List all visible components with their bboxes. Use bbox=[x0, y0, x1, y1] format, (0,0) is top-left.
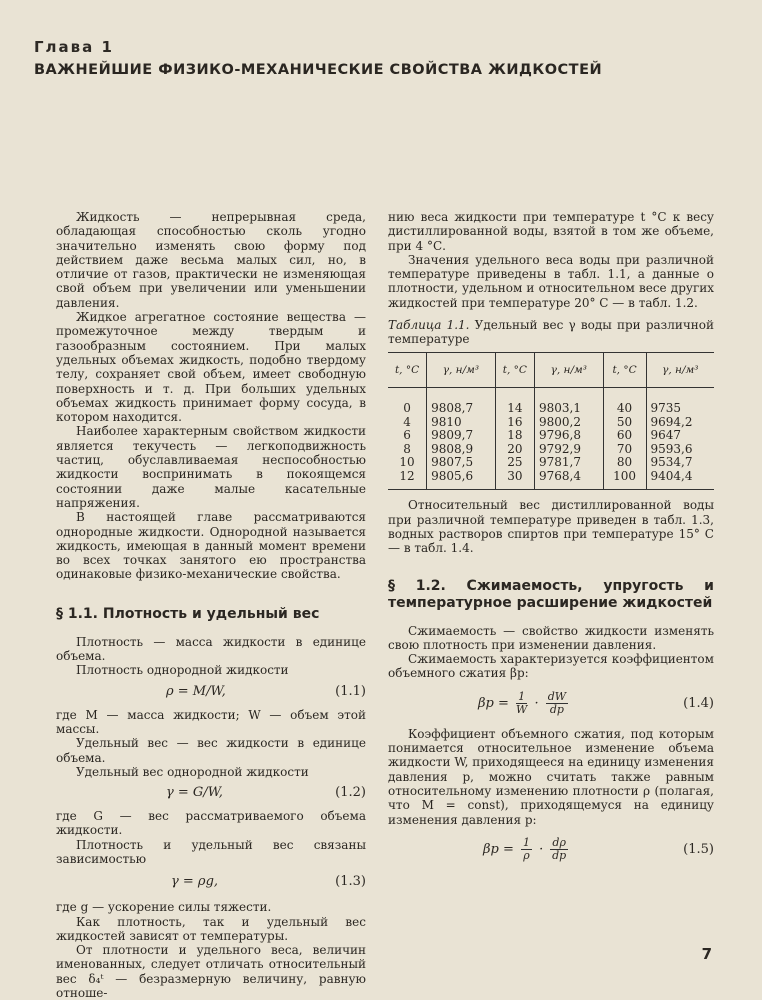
paragraph: Удельный вес — вес жидкости в единице объема. bbox=[56, 736, 366, 765]
equation-number: (1.4) bbox=[683, 695, 714, 711]
table-cell: 9735 bbox=[650, 401, 682, 416]
water-specific-weight-table bbox=[388, 352, 714, 490]
table-cell: 8 bbox=[388, 443, 427, 457]
table-cell: 9792,9 bbox=[534, 443, 603, 457]
table-cell: 14 bbox=[495, 388, 534, 416]
table-cell: 80 bbox=[603, 456, 646, 470]
fraction-denominator: ρ bbox=[523, 848, 530, 862]
equation-lhs: βp = bbox=[483, 841, 514, 857]
table-row bbox=[388, 443, 714, 457]
chapter-title: ВАЖНЕЙШИЕ ФИЗИКО-МЕХАНИЧЕСКИЕ СВОЙСТВА ЖИДКОСТЕЙ bbox=[34, 62, 603, 78]
paragraph: Наиболее характерным свойством жидкости является текучесть — легкоподвижность частиц, обуславливаемая неспособностью жидкости воспринимать в покоящемся состоянии даже малые касательные напряжения. bbox=[56, 424, 366, 510]
table-caption bbox=[388, 318, 714, 346]
table-cell: 9803,1 bbox=[534, 388, 603, 416]
paragraph: Сжимаемость — свойство жидкости изменять свою плотность при изменении давления. bbox=[388, 623, 714, 652]
equation-1-2 bbox=[56, 783, 366, 805]
table-caption-text: Удельный вес γ воды при различной температуре bbox=[388, 318, 714, 347]
page-number: 7 bbox=[701, 945, 712, 963]
equation-lhs: βp = bbox=[478, 695, 509, 711]
paragraph: Удельный вес однородной жидкости bbox=[76, 764, 309, 779]
fraction-denominator: dp bbox=[552, 848, 567, 862]
paragraph: Жидкость — непрерывная среда, обладающая способностью сколь угодно значительно изменять свою форму под действием даже весьма малых сил, но, в отличие от газов, практически не изменяющая свой объем при увеличении или уменьшении давления. bbox=[56, 210, 366, 310]
fraction-numerator: dW bbox=[547, 689, 567, 703]
fraction bbox=[546, 691, 568, 716]
table-cell: 9534,7 bbox=[650, 455, 693, 470]
equation-number: (1.1) bbox=[335, 683, 366, 699]
table-cell: 12 bbox=[388, 470, 427, 490]
fraction-denominator: dp bbox=[549, 702, 564, 716]
table-cell: 9808,9 bbox=[427, 443, 496, 457]
table-cell: 10 bbox=[388, 456, 427, 470]
table-cell: 9809,7 bbox=[427, 429, 496, 443]
equation-1-4 bbox=[388, 687, 714, 721]
fraction bbox=[550, 837, 568, 862]
table-cell: 40 bbox=[603, 388, 646, 416]
table-row bbox=[388, 416, 714, 430]
table-cell: 9807,5 bbox=[427, 456, 496, 470]
chapter-label: Глава 1 bbox=[34, 38, 114, 56]
paragraph: нию веса жидкости при температуре t °С к весу дистиллированной воды, взятой в том же объеме, при 4 °С. bbox=[388, 210, 714, 253]
paragraph: Коэффициент объемного сжатия, под которым понимается относительное изменение объема жидкости W, приходящееся на единицу изменения давления p, можно считать также равным относительному изменению плотности ρ (полагая, что M = const), приходящемуся на единицу изменения давления p: bbox=[388, 726, 714, 827]
fraction bbox=[516, 691, 527, 716]
fraction-numerator: dρ bbox=[552, 835, 566, 849]
paragraph: Относительный вес дистиллированной воды при различной температуре приведен в табл. 1.3, водных растворов спиртов при температуре 15° С — в табл. 1.4. bbox=[388, 498, 714, 556]
equation-body: ρ = M/W, bbox=[166, 683, 226, 699]
equation-number: (1.2) bbox=[335, 785, 366, 801]
fraction-numerator: 1 bbox=[523, 835, 531, 849]
equation-1-5 bbox=[388, 833, 714, 867]
table-cell: 9768,4 bbox=[534, 470, 603, 490]
table-cell: 9796,8 bbox=[534, 429, 603, 443]
table-row bbox=[388, 429, 714, 443]
table-cell: 9808,7 bbox=[427, 388, 496, 416]
table-cell: 0 bbox=[388, 388, 427, 416]
equation-1-3 bbox=[56, 872, 366, 894]
paragraph: где G — вес рассматриваемого объема жидкости. bbox=[56, 809, 366, 838]
equation-body: βp = $\frac{1}{\rho}$ · $\frac{d\rho}{dp}$ bbox=[483, 835, 567, 862]
table-cell: 6 bbox=[388, 429, 427, 443]
table-cell: 9694,2 bbox=[650, 414, 693, 429]
table-cell: 16 bbox=[495, 416, 534, 430]
table-cell: 9593,6 bbox=[650, 441, 693, 456]
equation-number: (1.5) bbox=[683, 841, 714, 857]
table-cell: 70 bbox=[603, 443, 646, 457]
table-cell: 9781,7 bbox=[534, 456, 603, 470]
table-row bbox=[388, 388, 714, 416]
right-column bbox=[388, 210, 714, 873]
left-column bbox=[56, 210, 366, 1000]
paragraph: Значения удельного веса воды при различной температуре приведены в табл. 1.1, а данные о плотности, удельном и относительном весе других жидкостей при температуре 20° С — в табл. 1.2. bbox=[388, 252, 714, 310]
fraction-denominator: W bbox=[516, 702, 528, 716]
table-header: t, °C bbox=[603, 353, 646, 388]
section-heading: § 1.2. Сжимаемость, упругость и температурное расширение жидкостей bbox=[388, 577, 714, 611]
table-cell: 9800,2 bbox=[534, 416, 603, 430]
table-cell: 9647 bbox=[650, 428, 682, 443]
table-header: γ, н/м³ bbox=[646, 353, 714, 388]
paragraph: Как плотность, так и удельный вес жидкостей зависят от температуры. bbox=[56, 914, 366, 943]
table-cell: 20 bbox=[495, 443, 534, 457]
table-cell: 50 bbox=[603, 416, 646, 430]
table-cell: 30 bbox=[495, 470, 534, 490]
equation-body: γ = ρg, bbox=[171, 874, 219, 890]
equation-body: γ = G/W, bbox=[166, 785, 223, 801]
paragraph: Плотность — масса жидкости в единице объема. bbox=[56, 634, 366, 664]
equation-number: (1.3) bbox=[335, 874, 366, 890]
table-cell: 25 bbox=[495, 456, 534, 470]
paragraph: где M — масса жидкости; W — объем этой массы. bbox=[56, 707, 366, 736]
table-header: t, °C bbox=[495, 353, 534, 388]
paragraph: От плотности и удельного веса, величин именованных, следует отличать относительный вес δ₄ᵗ — безразмерную величину, равную отноше- bbox=[56, 943, 366, 1000]
table-row bbox=[388, 456, 714, 470]
equation-body: βp = $\frac{1}{W}$ · $\frac{dW}{dp}$ bbox=[478, 689, 567, 716]
table-cell: 4 bbox=[388, 416, 427, 430]
paragraph: Плотность и удельный вес связаны зависимостью bbox=[56, 837, 366, 866]
table-cell: 100 bbox=[603, 470, 646, 490]
table-cell: 9805,6 bbox=[427, 470, 496, 490]
paragraph: Жидкое агрегатное состояние вещества — промежуточное между твердым и газообразным состоянием. При малых удельных объемах жидкость, подобно твердому телу, сохраняет свой объем, имеет свободную поверхность и т. д. При больших удельных объемах жидкость принимает форму сосуда, в котором находится. bbox=[56, 310, 366, 425]
paragraph: Плотность однородной жидкости bbox=[76, 663, 289, 678]
table-row bbox=[388, 470, 714, 490]
table-cell: 9404,4 bbox=[646, 470, 714, 490]
equation-1-1 bbox=[56, 682, 366, 704]
section-heading: § 1.1. Плотность и удельный вес bbox=[56, 605, 320, 622]
table-caption-label: Таблица 1.1. bbox=[388, 318, 470, 333]
table-cell: 60 bbox=[603, 429, 646, 443]
paragraph: В настоящей главе рассматриваются однородные жидкости. Однородной называется жидкость, имеющая в данный момент времени во всех точках занятого ею пространства одинаковые физико-механические свойства. bbox=[56, 510, 366, 582]
table-cell: 9810 bbox=[427, 416, 496, 430]
fraction bbox=[521, 837, 532, 862]
table-cell: 18 bbox=[495, 429, 534, 443]
fraction-numerator: 1 bbox=[516, 691, 527, 704]
table-header: t, °C bbox=[388, 353, 427, 388]
paragraph: где g — ускорение силы тяжести. bbox=[56, 900, 272, 915]
table-header-row bbox=[388, 353, 714, 388]
paragraph: Сжимаемость характеризуется коэффициентом объемного сжатия βp: bbox=[388, 652, 714, 681]
table-header: γ, н/м³ bbox=[427, 353, 496, 388]
table-header: γ, н/м³ bbox=[534, 353, 603, 388]
